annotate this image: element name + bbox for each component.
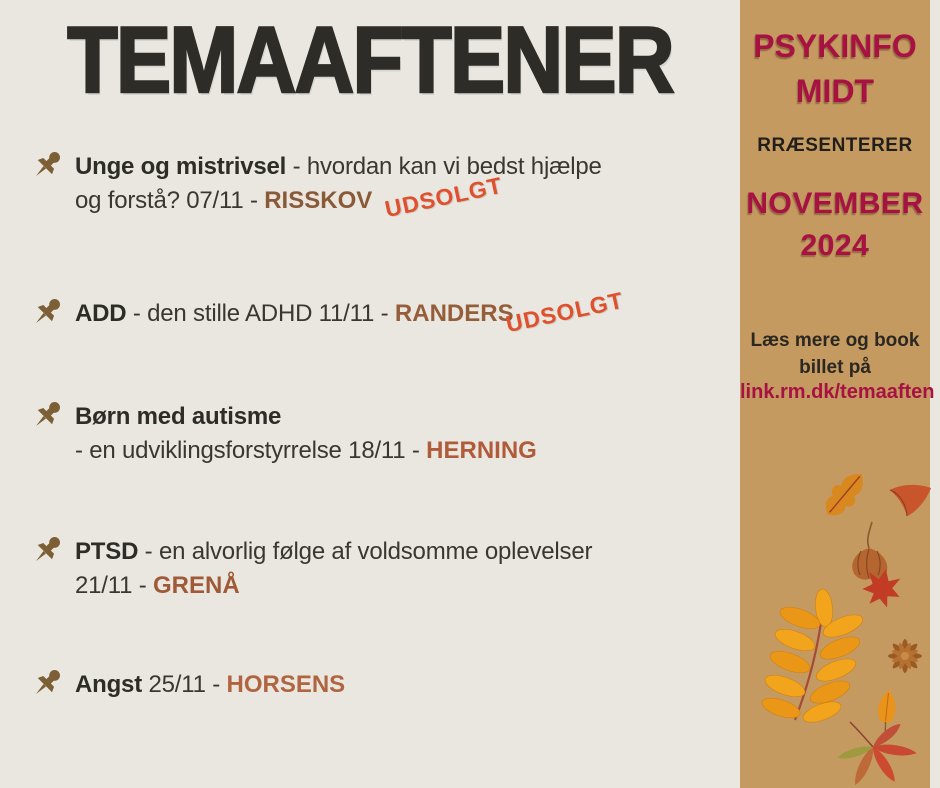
event-description: - hvordan kan vi bedst hjælpe (286, 153, 602, 180)
event-date: 25/11 - (142, 671, 227, 698)
red-leaf-image (890, 485, 931, 516)
pushpin-icon (28, 396, 66, 434)
rowan-leaf-image (760, 588, 866, 726)
soldout-stamp: UDSOLGT (503, 286, 626, 338)
event-date: - en udviklingsforstyrrelse 18/11 - (75, 437, 427, 464)
event-topic: Angst (75, 671, 142, 698)
cta-text (740, 327, 930, 381)
star-anise-image (888, 639, 922, 673)
month-name: NOVEMBER (746, 187, 924, 220)
event-text (75, 297, 514, 331)
event-topic: ADD (75, 300, 127, 327)
event-location: HERNING (426, 437, 537, 464)
event-text (75, 535, 592, 603)
autumn-decorations (740, 460, 940, 788)
event-item-angst (28, 668, 718, 702)
event-topic: PTSD (75, 538, 139, 565)
event-item-unge-og-mistrivsel (28, 150, 718, 218)
pushpin-icon (28, 531, 66, 569)
event-location: RANDERS (394, 300, 514, 327)
month-label (740, 183, 930, 267)
event-description: - en alvorlig følge af voldsomme oplevelser (138, 538, 593, 565)
physalis-lantern-image (852, 522, 887, 580)
brand-line1: PSYKINFO (753, 28, 917, 64)
event-text (75, 668, 345, 702)
event-text (75, 400, 537, 468)
cta-line2: billet på (799, 357, 871, 378)
event-text (75, 150, 602, 218)
soldout-stamp: UDSOLGT (382, 171, 505, 223)
brand-line2: MIDT (795, 73, 875, 109)
event-topic: Unge og mistrivsel (75, 153, 287, 180)
cta-line1: Læs mere og book (750, 330, 920, 351)
event-item-ptsd (28, 535, 718, 603)
event-topic: Børn med autisme (75, 403, 282, 430)
oak-leaf-image (817, 466, 871, 524)
event-location: HORSENS (226, 671, 346, 698)
pushpin-icon (28, 293, 66, 331)
creeper-leaf-image (836, 720, 917, 787)
event-location: GRENÅ (153, 572, 240, 599)
page-title: TEMAAFTENER (67, 7, 673, 112)
brand-name (740, 24, 930, 114)
pushpin-icon (28, 664, 66, 702)
presents-label: RRÆSENTERER (757, 135, 913, 156)
event-date: 21/11 - (75, 572, 154, 599)
pushpin-icon (28, 146, 66, 184)
event-item-boern-med-autisme (28, 400, 718, 468)
event-location: RISSKOV (264, 187, 373, 214)
event-date: og forstå? 07/11 - (75, 187, 265, 214)
event-description: - den stille ADHD 11/11 - (126, 300, 395, 327)
booking-link[interactable]: link.rm.dk/temaaften (740, 381, 935, 403)
month-year: 2024 (800, 229, 870, 262)
